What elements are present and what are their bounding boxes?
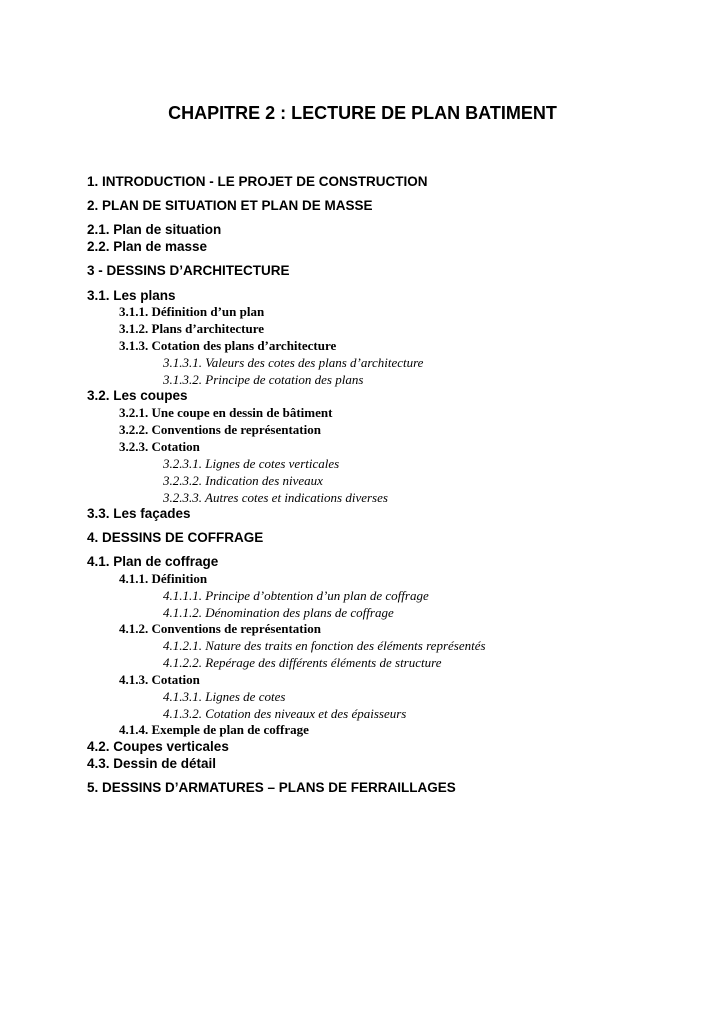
toc-item-3-1-1: 3.1.1. Définition d’un plan [119, 304, 265, 319]
toc-subsection-2-2: 2.2. Plan de masse [87, 239, 208, 254]
toc-subsection-3-3: 3.3. Les façades [87, 506, 191, 521]
toc-subsection-2-1: 2.1. Plan de situation [87, 222, 222, 237]
toc-item-4-1-3: 4.1.3. Cotation [119, 672, 200, 687]
toc-entry-3-1-3-2: 3.1.3.2. Principe de cotation des plans [163, 372, 364, 387]
toc-section-5: 5. DESSINS D’ARMATURES – PLANS DE FERRAILLAGES [87, 780, 456, 795]
toc-section-4: 4. DESSINS DE COFFRAGE [87, 530, 264, 545]
toc-item-3-1-2: 3.1.2. Plans d’architecture [119, 321, 265, 336]
toc-subsection-4-1: 4.1. Plan de coffrage [87, 554, 219, 569]
toc-item-4-1-2: 4.1.2. Conventions de représentation [119, 621, 321, 636]
toc-item-4-1-1: 4.1.1. Définition [119, 571, 208, 586]
toc-entry-3-1-3-1: 3.1.3.1. Valeurs des cotes des plans d’architecture [163, 355, 424, 370]
toc-section-2: 2. PLAN DE SITUATION ET PLAN DE MASSE [87, 198, 373, 213]
toc-item-3-1-3: 3.1.3. Cotation des plans d’architecture [119, 338, 337, 353]
toc-item-3-2-3: 3.2.3. Cotation [119, 439, 200, 454]
toc-entry-4-1-2-1: 4.1.2.1. Nature des traits en fonction des éléments représentés [163, 638, 486, 653]
toc-item-4-1-4: 4.1.4. Exemple de plan de coffrage [119, 722, 309, 737]
toc-subsection-3-2: 3.2. Les coupes [87, 388, 188, 403]
toc-item-3-2-2: 3.2.2. Conventions de représentation [119, 422, 321, 437]
toc-item-3-2-1: 3.2.1. Une coupe en dessin de bâtiment [119, 405, 333, 420]
toc-subsection-4-3: 4.3. Dessin de détail [87, 756, 217, 771]
toc-section-1: 1. INTRODUCTION - LE PROJET DE CONSTRUCTION [87, 174, 428, 189]
toc-section-3: 3 - DESSINS D’ARCHITECTURE [87, 263, 290, 278]
toc-entry-4-1-1-2: 4.1.1.2. Dénomination des plans de coffrage [163, 605, 394, 620]
toc-entry-3-2-3-1: 3.2.3.1. Lignes de cotes verticales [163, 456, 340, 471]
toc-subsection-3-1: 3.1. Les plans [87, 288, 176, 303]
toc-entry-4-1-1-1: 4.1.1.1. Principe d’obtention d’un plan de coffrage [163, 588, 429, 603]
toc-subsection-4-2: 4.2. Coupes verticales [87, 739, 229, 754]
toc-entry-4-1-3-2: 4.1.3.2. Cotation des niveaux et des épaisseurs [163, 706, 407, 721]
toc-entry-3-2-3-2: 3.2.3.2. Indication des niveaux [163, 473, 323, 488]
page-title: CHAPITRE 2 : LECTURE DE PLAN BATIMENT [168, 103, 557, 123]
toc-entry-3-2-3-3: 3.2.3.3. Autres cotes et indications diverses [163, 490, 388, 505]
toc-entry-4-1-3-1: 4.1.3.1. Lignes de cotes [163, 689, 286, 704]
toc-entry-4-1-2-2: 4.1.2.2. Repérage des différents éléments de structure [163, 655, 442, 670]
